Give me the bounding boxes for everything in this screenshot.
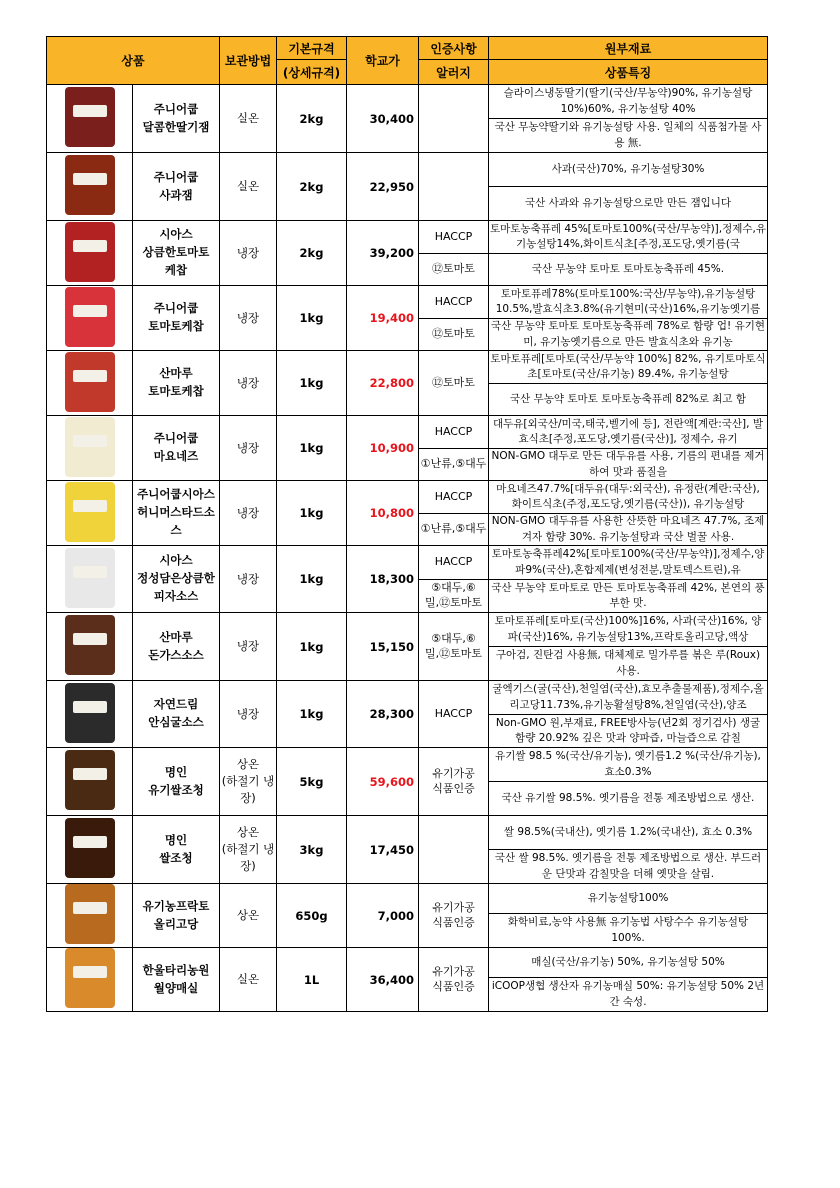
features-cell: 국산 무농약 토마토 토마토농축퓨레 45%. bbox=[489, 254, 768, 286]
product-image bbox=[47, 546, 133, 613]
product-thumbnail bbox=[65, 87, 115, 147]
spec-cell: 5kg bbox=[277, 748, 347, 816]
product-name: 주니어쿱 달콤한딸기잼 bbox=[133, 85, 220, 153]
product-thumbnail bbox=[65, 222, 115, 282]
spec-cell: 2kg bbox=[277, 153, 347, 221]
features-cell: Non-GMO 원,부재료, FREE방사능(년2회 정기검사) 생굴 함량 20.92% 깊은 맛과 양파즙, 마늘즙으로 감칠 bbox=[489, 715, 768, 748]
product-thumbnail bbox=[65, 948, 115, 1008]
header-features: 상품특징 bbox=[489, 60, 768, 85]
product-name: 자연드림 안심굴소스 bbox=[133, 681, 220, 748]
header-cert: 인증사항 bbox=[419, 37, 489, 60]
product-thumbnail bbox=[65, 287, 115, 347]
product-name: 시아스 상큼한토마토 케찹 bbox=[133, 221, 220, 286]
table-row bbox=[47, 286, 768, 319]
features-cell: 국산 무농약 토마토로 만든 토마토농축퓨레 42%, 본연의 풍부한 맛. bbox=[489, 580, 768, 613]
table-row bbox=[47, 681, 768, 715]
spec-cell: 1kg bbox=[277, 613, 347, 681]
allergy-cell: ①난류,⑤대두 bbox=[419, 514, 489, 546]
product-name: 산마루 토마토케찹 bbox=[133, 351, 220, 416]
ingredients-cell: 슬라이스냉동딸기(딸기(국산/무농약)90%, 유기농설탕 10%)60%, 유기농설탕 40% bbox=[489, 85, 768, 119]
product-image bbox=[47, 816, 133, 884]
storage-cell: 상온 bbox=[220, 884, 277, 948]
product-image bbox=[47, 351, 133, 416]
product-thumbnail bbox=[65, 548, 115, 608]
spec-cell: 1kg bbox=[277, 286, 347, 351]
price-cell: 22,800 bbox=[347, 351, 419, 416]
features-cell: 국산 유기쌀 98.5%. 옛기름을 전통 제조방법으로 생산. bbox=[489, 782, 768, 816]
product-name: 시아스 정성담은상큼한 피자소스 bbox=[133, 546, 220, 613]
spec-cell: 1kg bbox=[277, 351, 347, 416]
product-name: 유기농프락토 올리고당 bbox=[133, 884, 220, 948]
cert-cell: ⑫토마토 bbox=[419, 351, 489, 416]
features-cell: 화학비료,농약 사용無 유기농법 사탕수수 유기농설탕 100%. bbox=[489, 914, 768, 948]
cert-cell: HACCP bbox=[419, 286, 489, 319]
product-name: 주니어쿱 마요네즈 bbox=[133, 416, 220, 481]
product-table bbox=[46, 36, 768, 1012]
cert-cell: ⑤대두,⑥밀,⑫토마토 bbox=[419, 613, 489, 681]
header-storage: 보관방법 bbox=[220, 37, 277, 85]
allergy-cell: ⑫토마토 bbox=[419, 319, 489, 351]
ingredients-cell: 토마토퓨레[토마토(국산/무농약 100%] 82%, 유기토마토식초[토마토(국산/유기농) 89.4%, 유기농설탕 bbox=[489, 351, 768, 384]
price-cell: 10,900 bbox=[347, 416, 419, 481]
ingredients-cell: 토마토퓨레[토마토(국산)100%]16%, 사과(국산)16%, 양파(국산)16%, 유기농설탕13%,프락토올리고당,액상 bbox=[489, 613, 768, 647]
table-row bbox=[47, 85, 768, 119]
price-cell: 15,150 bbox=[347, 613, 419, 681]
storage-cell: 냉장 bbox=[220, 481, 277, 546]
features-cell: 국산 사과와 유기농설탕으로만 만든 잼입니다 bbox=[489, 187, 768, 221]
spec-cell: 2kg bbox=[277, 85, 347, 153]
table-row bbox=[47, 481, 768, 514]
price-cell: 30,400 bbox=[347, 85, 419, 153]
cert-cell: HACCP bbox=[419, 546, 489, 580]
price-cell: 19,400 bbox=[347, 286, 419, 351]
cert-cell: HACCP bbox=[419, 221, 489, 254]
table-row bbox=[47, 816, 768, 850]
storage-cell: 냉장 bbox=[220, 613, 277, 681]
features-cell: iCOOP생협 생산자 유기농매실 50%: 유기농설탕 50% 2년간 숙성. bbox=[489, 978, 768, 1012]
storage-cell: 실온 bbox=[220, 948, 277, 1012]
features-cell: NON-GMO 대두로 만든 대두유를 사용, 기름의 편내를 제거하여 맛과 품질을 bbox=[489, 449, 768, 481]
product-thumbnail bbox=[65, 482, 115, 542]
spec-cell: 1kg bbox=[277, 681, 347, 748]
header-product: 상품 bbox=[47, 37, 220, 85]
price-cell: 18,300 bbox=[347, 546, 419, 613]
ingredients-cell: 마요네즈47.7%[대두유(대두:외국산), 유정란(계란:국산), 화이트식초(주정,포도당,옛기름(국산)), 유기농설탕 bbox=[489, 481, 768, 514]
storage-cell: 실온 bbox=[220, 85, 277, 153]
features-cell: 국산 쌀 98.5%. 옛기름을 전통 제조방법으로 생산. 부드러운 단맛과 감칠맛을 더해 옛맛을 살림. bbox=[489, 850, 768, 884]
price-cell: 59,600 bbox=[347, 748, 419, 816]
price-cell: 17,450 bbox=[347, 816, 419, 884]
product-image bbox=[47, 416, 133, 481]
price-cell: 28,300 bbox=[347, 681, 419, 748]
product-name: 한울타리농원 월양매실 bbox=[133, 948, 220, 1012]
product-image bbox=[47, 948, 133, 1012]
product-name: 명인 쌀조청 bbox=[133, 816, 220, 884]
features-cell: 국산 무농약딸기와 유기농설탕 사용. 일체의 식품첨가물 사용 無. bbox=[489, 119, 768, 153]
cert-cell bbox=[419, 85, 489, 153]
ingredients-cell: 매실(국산/유기농) 50%, 유기농설탕 50% bbox=[489, 948, 768, 978]
storage-cell: 냉장 bbox=[220, 546, 277, 613]
spec-cell: 1kg bbox=[277, 481, 347, 546]
product-name: 주니어쿱시아스 허니머스타드소 스 bbox=[133, 481, 220, 546]
storage-cell: 냉장 bbox=[220, 416, 277, 481]
allergy-cell: ⑫토마토 bbox=[419, 254, 489, 286]
storage-cell: 상온 (하절기 냉 장) bbox=[220, 816, 277, 884]
ingredients-cell: 굴엑기스(굴(국산),천일염(국산),효모추출물제품),정제수,올리고당11.73%,유기농활설탕8%,천일염(국산),양조 bbox=[489, 681, 768, 715]
table-row bbox=[47, 351, 768, 384]
product-image bbox=[47, 884, 133, 948]
product-name: 주니어쿱 토마토케찹 bbox=[133, 286, 220, 351]
product-image bbox=[47, 286, 133, 351]
features-cell: NON-GMO 대두유를 사용한 산뜻한 마요네즈 47.7%, 조제겨자 함량 30%. 유기농설탕과 국산 벌꿀 사용. bbox=[489, 514, 768, 546]
product-image bbox=[47, 85, 133, 153]
product-name: 산마루 돈가스소스 bbox=[133, 613, 220, 681]
price-cell: 10,800 bbox=[347, 481, 419, 546]
table-row bbox=[47, 546, 768, 580]
price-cell: 39,200 bbox=[347, 221, 419, 286]
product-name: 주니어쿱 사과잼 bbox=[133, 153, 220, 221]
storage-cell: 냉장 bbox=[220, 221, 277, 286]
product-thumbnail bbox=[65, 683, 115, 743]
ingredients-cell: 대두유[외국산/미국,태국,벨기에 등], 전란액[계란:국산], 발효식초[주정,포도당,옛기름(국산)], 정제수, 유기 bbox=[489, 416, 768, 449]
product-thumbnail bbox=[65, 615, 115, 675]
cert-cell: 유기가공 식품인증 bbox=[419, 948, 489, 1012]
header-price: 학교가 bbox=[347, 37, 419, 85]
table-row bbox=[47, 416, 768, 449]
product-image bbox=[47, 613, 133, 681]
spec-cell: 1kg bbox=[277, 416, 347, 481]
product-thumbnail bbox=[65, 818, 115, 878]
price-cell: 7,000 bbox=[347, 884, 419, 948]
table-row bbox=[47, 221, 768, 254]
table-row bbox=[47, 748, 768, 782]
header-ingredients: 원부재료 bbox=[489, 37, 768, 60]
table-row bbox=[47, 153, 768, 187]
price-cell: 36,400 bbox=[347, 948, 419, 1012]
storage-cell: 냉장 bbox=[220, 351, 277, 416]
product-image bbox=[47, 153, 133, 221]
product-image bbox=[47, 748, 133, 816]
spec-cell: 1L bbox=[277, 948, 347, 1012]
ingredients-cell: 유기쌀 98.5 %(국산/유기농), 옛기름1.2 %(국산/유기농), 효소0.3% bbox=[489, 748, 768, 782]
cert-cell: HACCP bbox=[419, 481, 489, 514]
table-row bbox=[47, 948, 768, 978]
storage-cell: 상온 (하절기 냉 장) bbox=[220, 748, 277, 816]
cert-cell bbox=[419, 153, 489, 221]
spec-cell: 3kg bbox=[277, 816, 347, 884]
spec-cell: 1kg bbox=[277, 546, 347, 613]
product-thumbnail bbox=[65, 352, 115, 412]
allergy-cell: ①난류,⑤대두 bbox=[419, 449, 489, 481]
spec-cell: 650g bbox=[277, 884, 347, 948]
product-image bbox=[47, 481, 133, 546]
allergy-cell: ⑤대두,⑥밀,⑫토마토 bbox=[419, 580, 489, 613]
cert-cell: 유기가공 식품인증 bbox=[419, 748, 489, 816]
header-spec: 기본규격 bbox=[277, 37, 347, 60]
spec-cell: 2kg bbox=[277, 221, 347, 286]
ingredients-cell: 유기농설탕100% bbox=[489, 884, 768, 914]
cert-cell: 유기가공 식품인증 bbox=[419, 884, 489, 948]
header-spec-sub: (상세규격) bbox=[277, 60, 347, 85]
ingredients-cell: 쌀 98.5%(국내산), 옛기름 1.2%(국내산), 효소 0.3% bbox=[489, 816, 768, 850]
features-cell: 구아검, 진탄검 사용無, 대체제로 밀가루를 볶은 루(Roux) 사용. bbox=[489, 647, 768, 681]
storage-cell: 냉장 bbox=[220, 681, 277, 748]
product-rows bbox=[47, 85, 768, 1012]
ingredients-cell: 토마토퓨레78%(토마토100%:국산/무농약),유기농설탕10.5%,발효식초3.8%(유기현미(국산)16%,유기농옛기름 bbox=[489, 286, 768, 319]
ingredients-cell: 토마토농축퓨레42%[토마토100%(국산/무농약)],정제수,양파9%(국산),혼합제제(변성전분,말토덱스트린),유 bbox=[489, 546, 768, 580]
table-row bbox=[47, 884, 768, 914]
table-row bbox=[47, 613, 768, 647]
ingredients-cell: 사과(국산)70%, 유기농설탕30% bbox=[489, 153, 768, 187]
product-image bbox=[47, 221, 133, 286]
product-name: 명인 유기쌀조청 bbox=[133, 748, 220, 816]
product-thumbnail bbox=[65, 155, 115, 215]
price-cell: 22,950 bbox=[347, 153, 419, 221]
cert-cell bbox=[419, 816, 489, 884]
product-thumbnail bbox=[65, 750, 115, 810]
header-allergy: 알러지 bbox=[419, 60, 489, 85]
storage-cell: 실온 bbox=[220, 153, 277, 221]
product-thumbnail bbox=[65, 417, 115, 477]
ingredients-cell: 토마토농축퓨레 45%[토마토100%(국산/무농약)],정제수,유기농설탕14%,화이트식초[주정,포도당,옛기름(국 bbox=[489, 221, 768, 254]
cert-cell: HACCP bbox=[419, 416, 489, 449]
product-thumbnail bbox=[65, 884, 115, 944]
features-cell: 국산 무농약 토마토 토마토농축퓨레 82%로 최고 함 bbox=[489, 384, 768, 416]
product-image bbox=[47, 681, 133, 748]
cert-cell: HACCP bbox=[419, 681, 489, 748]
features-cell: 국산 무농약 토마토 토마토농축퓨레 78%로 함량 업! 유기현미, 유기농옛기름으로 만든 발효식초와 유기농 bbox=[489, 319, 768, 351]
storage-cell: 냉장 bbox=[220, 286, 277, 351]
